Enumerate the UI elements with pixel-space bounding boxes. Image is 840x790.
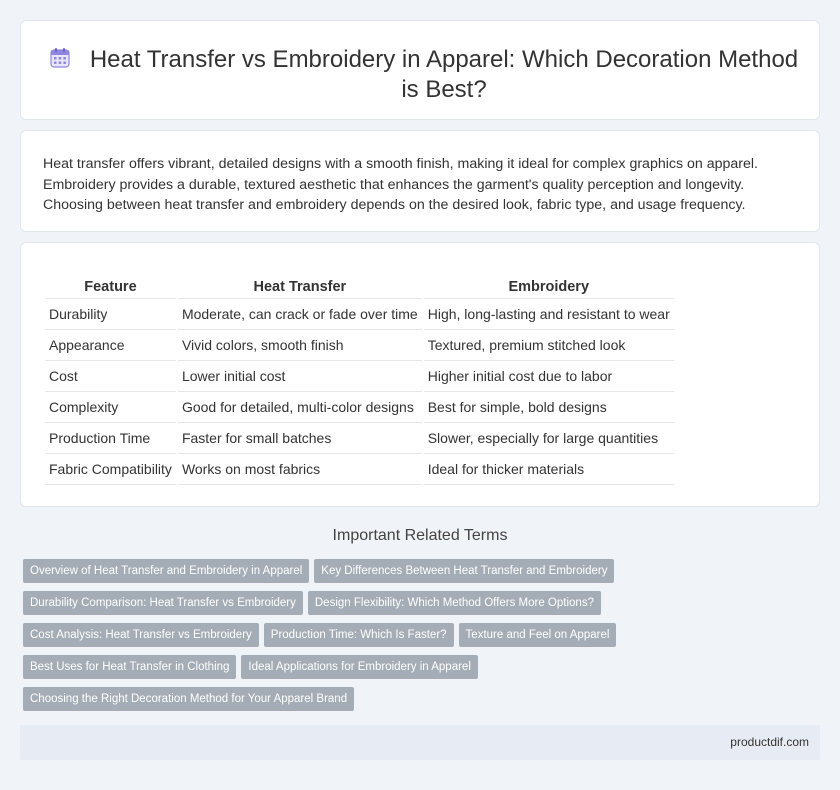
table-cell-embroidery: Ideal for thicker materials	[424, 454, 674, 485]
table-cell-heat-transfer: Vivid colors, smooth finish	[178, 330, 422, 361]
table-cell-embroidery: Higher initial cost due to labor	[424, 361, 674, 392]
related-term-tag[interactable]: Production Time: Which Is Faster?	[264, 623, 454, 647]
related-terms-list	[23, 559, 663, 719]
table-cell-embroidery: Best for simple, bold designs	[424, 392, 674, 423]
table-cell-heat-transfer: Works on most fabrics	[178, 454, 422, 485]
intro-card	[20, 130, 820, 232]
related-term-tag[interactable]: Key Differences Between Heat Transfer and Embroidery	[314, 559, 614, 583]
table-cell-feature: Appearance	[45, 330, 176, 361]
table-row	[45, 423, 674, 454]
table-cell-feature: Durability	[45, 299, 176, 330]
page-title: Heat Transfer vs Embroidery in Apparel: Which Decoration Method is Best?	[89, 46, 799, 103]
table-cell-heat-transfer: Lower initial cost	[178, 361, 422, 392]
related-term-tag[interactable]: Best Uses for Heat Transfer in Clothing	[23, 655, 236, 679]
related-term-tag[interactable]: Overview of Heat Transfer and Embroidery in Apparel	[23, 559, 309, 583]
related-term-tag[interactable]: Choosing the Right Decoration Method for Your Apparel Brand	[23, 687, 354, 711]
table-cell-feature: Production Time	[45, 423, 176, 454]
table-row	[45, 330, 674, 361]
table-row	[45, 299, 674, 330]
related-term-tag[interactable]: Cost Analysis: Heat Transfer vs Embroidery	[23, 623, 259, 647]
related-term-tag[interactable]: Ideal Applications for Embroidery in Apparel	[241, 655, 477, 679]
footer-site-name[interactable]: productdif.com	[730, 735, 809, 749]
table-cell-heat-transfer: Good for detailed, multi-color designs	[178, 392, 422, 423]
comparison-table	[43, 276, 676, 485]
table-cell-heat-transfer: Moderate, can crack or fade over time	[178, 299, 422, 330]
comparison-card	[20, 242, 820, 507]
table-row	[45, 454, 674, 485]
table-cell-embroidery: Textured, premium stitched look	[424, 330, 674, 361]
table-cell-feature: Cost	[45, 361, 176, 392]
table-cell-embroidery: High, long-lasting and resistant to wear	[424, 299, 674, 330]
related-terms-heading: Important Related Terms	[332, 527, 508, 544]
column-header-feature: Feature	[45, 276, 176, 299]
table-cell-heat-transfer: Faster for small batches	[178, 423, 422, 454]
table-row	[45, 392, 674, 423]
table-cell-feature: Complexity	[45, 392, 176, 423]
footer-bar	[20, 725, 820, 760]
related-term-tag[interactable]: Durability Comparison: Heat Transfer vs Embroidery	[23, 591, 303, 615]
table-cell-embroidery: Slower, especially for large quantities	[424, 423, 674, 454]
related-term-tag[interactable]: Design Flexibility: Which Method Offers More Options?	[308, 591, 601, 615]
column-header-embroidery: Embroidery	[424, 276, 674, 299]
column-header-heat-transfer: Heat Transfer	[178, 276, 422, 299]
table-row	[45, 361, 674, 392]
intro-paragraph: Heat transfer offers vibrant, detailed designs with a smooth finish, making it ideal for complex graphics on apparel. Embroidery provides a durable, textured aesthetic that enhances the garment's quality perception and longevity. Choosing between heat transfer and embroidery depends on the desired look, fabric type, and usage frequency.	[43, 156, 758, 213]
header-card	[20, 20, 820, 120]
table-header-row	[45, 276, 674, 299]
related-term-tag[interactable]: Texture and Feel on Apparel	[459, 623, 617, 647]
table-cell-feature: Fabric Compatibility	[45, 454, 176, 485]
